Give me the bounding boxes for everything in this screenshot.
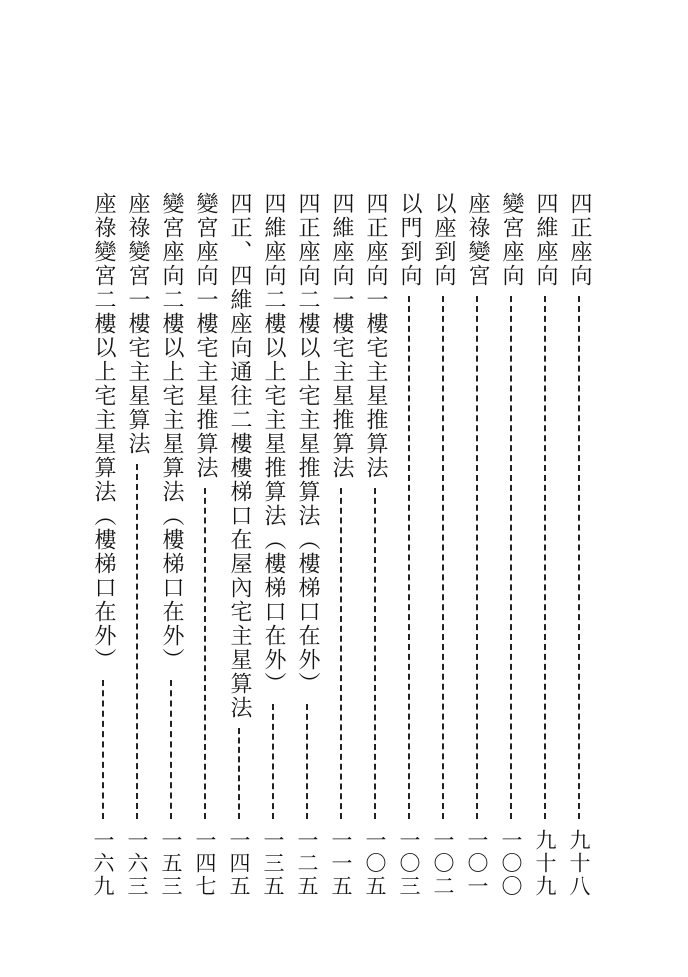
toc-entry <box>463 192 491 917</box>
toc-entry-title: 以座到向 <box>431 192 456 288</box>
toc-entry <box>327 192 355 917</box>
toc-leader-dots <box>340 488 342 819</box>
toc-entry-title: 座祿變宮 <box>465 192 490 288</box>
toc-entry-page: 一一五 <box>329 829 353 898</box>
toc-entry-page: 一〇二 <box>431 829 455 898</box>
toc-entry <box>531 192 559 917</box>
toc-leader-dots <box>170 680 172 819</box>
toc-entry-page: 一六九 <box>91 829 115 898</box>
toc-entry <box>361 192 389 917</box>
toc-entry-title: 變宮座向二樓以上宅主星算法（樓梯口在外） <box>159 192 184 672</box>
toc-entry <box>395 192 423 917</box>
toc-leader-dots <box>136 464 138 819</box>
toc-entry-page: 一六三 <box>125 829 149 898</box>
toc-leader-dots <box>476 296 478 819</box>
toc-leader-dots <box>374 488 376 819</box>
toc-entry <box>497 192 525 917</box>
toc-entry-page: 九十九 <box>533 829 557 898</box>
toc-leader-dots <box>442 296 444 819</box>
toc-entry-title: 座祿變宮二樓以上宅主星算法（樓梯口在外） <box>91 192 116 672</box>
toc-entry-title: 座祿變宮一樓宅主星算法 <box>125 192 150 456</box>
toc-entry-title: 四正座向一樓宅主星推算法 <box>363 192 388 480</box>
toc-entry-title: 四正、四維座向通往二樓樓梯口在屋內宅主星算法 <box>227 192 252 720</box>
toc-entry-title: 四正座向 <box>567 192 592 288</box>
toc-entry <box>89 192 117 917</box>
toc-entry-title: 四正座向二樓以上宅主星推算法（樓梯口在外） <box>295 192 320 696</box>
toc-entry-title: 變宮座向 <box>499 192 524 288</box>
toc-entry-page: 一〇五 <box>363 829 387 898</box>
toc-entry <box>429 192 457 917</box>
toc-entry-title: 四維座向 <box>533 192 558 288</box>
toc-entry-page: 一二五 <box>295 829 319 898</box>
toc-entry-title: 四維座向二樓以上宅主星推算法（樓梯口在外） <box>261 192 286 696</box>
toc-entry-page: 一〇〇 <box>499 829 523 898</box>
toc-entry-page: 九十八 <box>567 829 591 898</box>
toc-entry <box>259 192 287 917</box>
toc-entry <box>191 192 219 917</box>
toc-entry-page: 一四五 <box>227 829 251 898</box>
toc-entry-title: 變宮座向一樓宅主星推算法 <box>193 192 218 480</box>
toc-entry <box>157 192 185 917</box>
toc-leader-dots <box>306 704 308 819</box>
toc-entry-title: 四維座向一樓宅主星推算法 <box>329 192 354 480</box>
toc-leader-dots <box>238 728 240 819</box>
toc-leader-dots <box>544 296 546 819</box>
toc-entry <box>225 192 253 917</box>
toc-entry <box>565 192 593 917</box>
toc-entry-page: 一〇一 <box>465 829 489 898</box>
toc-entry-page: 一三五 <box>261 829 285 898</box>
toc-entry-page: 一〇三 <box>397 829 421 898</box>
toc-leader-dots <box>272 704 274 819</box>
toc-entry-page: 一四七 <box>193 829 217 898</box>
toc-leader-dots <box>578 296 580 819</box>
toc-leader-dots <box>408 296 410 819</box>
toc-leader-dots <box>102 680 104 819</box>
toc-entry <box>123 192 151 917</box>
toc-entry-title: 以門到向 <box>397 192 422 288</box>
toc-entry-page: 一五三 <box>159 829 183 898</box>
toc-entry <box>293 192 321 917</box>
toc-leader-dots <box>510 296 512 819</box>
toc-leader-dots <box>204 488 206 819</box>
